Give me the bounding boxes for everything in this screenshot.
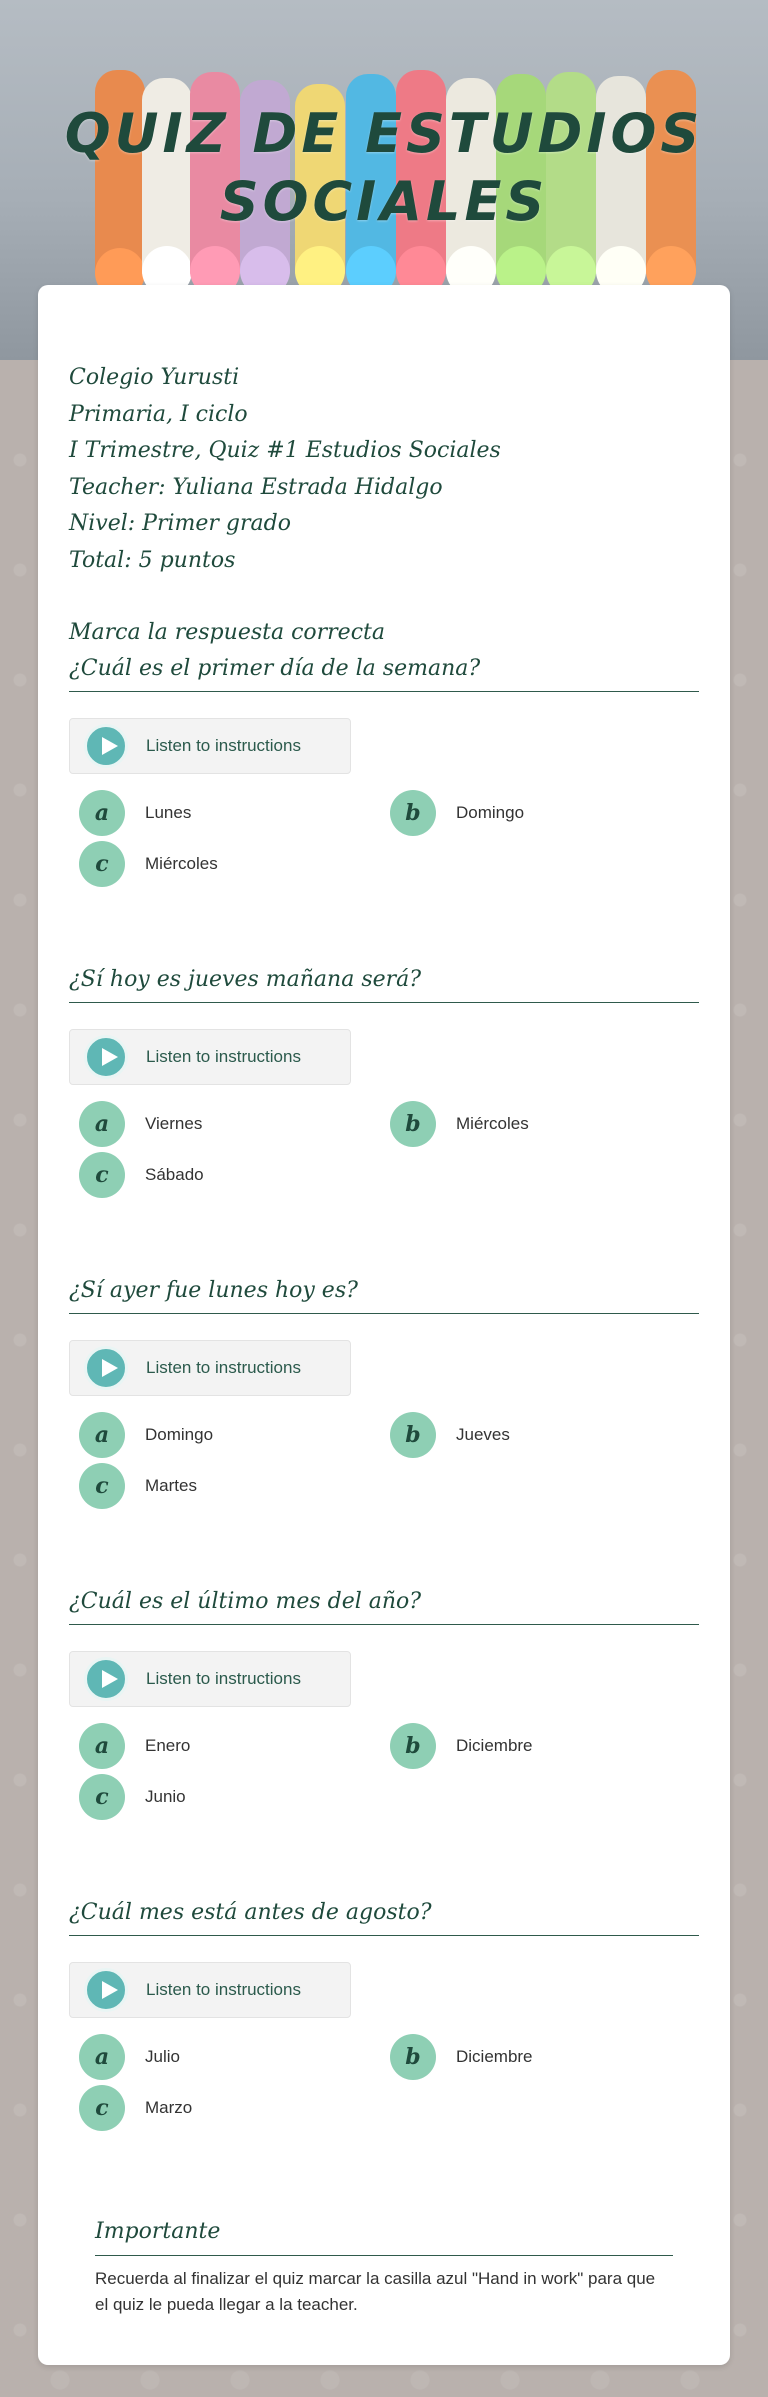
option-text: Miércoles <box>456 1114 529 1133</box>
option-letter-badge[interactable]: c <box>79 2085 125 2131</box>
option-text: Lunes <box>145 803 192 822</box>
option-b[interactable] <box>390 1723 533 1769</box>
option-c[interactable] <box>79 841 218 887</box>
question-5 <box>69 1895 699 2144</box>
option-text: Domingo <box>456 803 525 822</box>
option-letter-badge[interactable]: b <box>390 2034 436 2080</box>
question-2 <box>69 962 699 1211</box>
answer-options <box>69 2034 699 2144</box>
listen-label: Listen to instructions <box>146 1669 301 1688</box>
option-text: Viernes <box>145 1114 203 1133</box>
listen-instructions-button[interactable] <box>69 718 351 774</box>
question-title: ¿Cuál mes está antes de agosto? <box>69 1895 699 1936</box>
option-letter-badge[interactable]: b <box>390 1101 436 1147</box>
option-b[interactable] <box>390 790 524 836</box>
listen-instructions-button[interactable] <box>69 1962 351 2018</box>
listen-label: Listen to instructions <box>146 1980 301 1999</box>
play-icon[interactable] <box>84 724 128 768</box>
important-section <box>95 2215 673 2318</box>
question-3 <box>69 1273 699 1522</box>
listen-label: Listen to instructions <box>146 1358 301 1377</box>
option-a[interactable] <box>79 2034 180 2080</box>
info-line: Nivel: Primer grado <box>69 511 291 536</box>
option-c[interactable] <box>79 1774 186 1820</box>
option-text: Julio <box>145 2047 180 2066</box>
option-c[interactable] <box>79 2085 192 2131</box>
option-text: Diciembre <box>456 1736 533 1755</box>
option-text: Martes <box>145 1476 197 1495</box>
play-icon[interactable] <box>84 1657 128 1701</box>
question-title: ¿Cuál es el último mes del año? <box>69 1584 699 1625</box>
question-title: ¿Cuál es el primer día de la semana? <box>69 651 699 692</box>
play-icon[interactable] <box>84 1968 128 2012</box>
question-1 <box>69 651 699 900</box>
option-a[interactable] <box>79 1723 190 1769</box>
option-letter-badge[interactable]: c <box>79 841 125 887</box>
option-b[interactable] <box>390 1412 510 1458</box>
listen-instructions-button[interactable] <box>69 1029 351 1085</box>
info-line: Teacher: Yuliana Estrada Hidalgo <box>69 474 443 500</box>
option-c[interactable] <box>79 1152 204 1198</box>
school-info <box>69 360 501 579</box>
play-icon[interactable] <box>84 1035 128 1079</box>
question-title: ¿Sí hoy es jueves mañana será? <box>69 962 699 1003</box>
important-title: Importante <box>95 2215 673 2256</box>
quiz-card <box>38 285 730 2365</box>
option-letter-badge[interactable]: b <box>390 790 436 836</box>
option-letter-badge[interactable]: b <box>390 1723 436 1769</box>
answer-options <box>69 1101 699 1211</box>
option-c[interactable] <box>79 1463 197 1509</box>
option-letter-badge[interactable]: a <box>79 790 125 836</box>
info-line: Colegio Yurusti <box>69 365 240 390</box>
info-line: I Trimestre, Quiz #1 Estudios Sociales <box>69 438 501 463</box>
option-text: Junio <box>145 1787 186 1806</box>
listen-instructions-button[interactable] <box>69 1340 351 1396</box>
option-text: Enero <box>145 1736 191 1755</box>
answer-options <box>69 1412 699 1522</box>
listen-instructions-button[interactable] <box>69 1651 351 1707</box>
option-a[interactable] <box>79 790 191 836</box>
option-letter-badge[interactable]: c <box>79 1463 125 1509</box>
listen-label: Listen to instructions <box>146 1047 301 1066</box>
option-b[interactable] <box>390 1101 529 1147</box>
option-text: Diciembre <box>456 2047 533 2066</box>
page-title: QUIZ DE ESTUDIOS SOCIALES <box>64 102 704 233</box>
play-icon[interactable] <box>84 1346 128 1390</box>
option-letter-badge[interactable]: b <box>390 1412 436 1458</box>
option-text: Jueves <box>456 1425 510 1444</box>
option-a[interactable] <box>79 1412 213 1458</box>
option-letter-badge[interactable]: a <box>79 2034 125 2080</box>
option-text: Domingo <box>145 1425 214 1444</box>
option-text: Marzo <box>145 2098 193 2117</box>
info-line: Total: 5 puntos <box>69 547 236 573</box>
option-a[interactable] <box>79 1101 202 1147</box>
option-letter-badge[interactable]: a <box>79 1723 125 1769</box>
option-text: Sábado <box>145 1165 204 1184</box>
question-title: ¿Sí ayer fue lunes hoy es? <box>69 1273 699 1314</box>
instruction-text: Marca la respuesta correcta <box>69 620 385 645</box>
option-letter-badge[interactable]: a <box>79 1101 125 1147</box>
option-letter-badge[interactable]: a <box>79 1412 125 1458</box>
option-letter-badge[interactable]: c <box>79 1774 125 1820</box>
listen-label: Listen to instructions <box>146 736 301 755</box>
option-letter-badge[interactable]: c <box>79 1152 125 1198</box>
answer-options <box>69 1723 699 1833</box>
question-4 <box>69 1584 699 1833</box>
option-text: Miércoles <box>145 854 218 873</box>
answer-options <box>69 790 699 900</box>
important-text: Recuerda al finalizar el quiz marcar la casilla azul "Hand in work" para que el quiz le pueda llegar a la teacher. <box>95 2269 656 2314</box>
info-line: Primaria, I ciclo <box>69 401 248 427</box>
option-b[interactable] <box>390 2034 533 2080</box>
